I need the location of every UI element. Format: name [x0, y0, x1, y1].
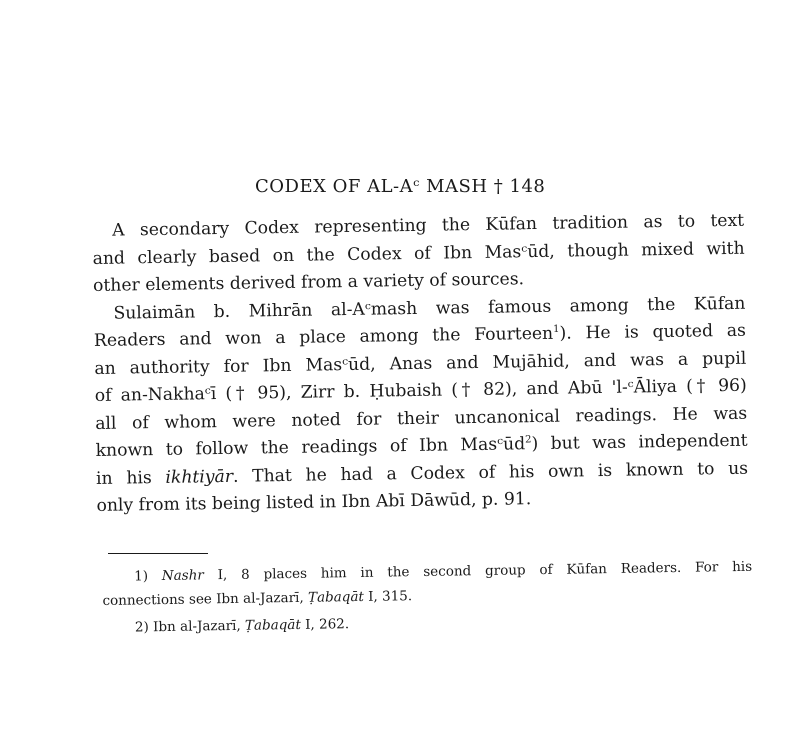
page-title: CODEX OF AL-Aᶜ MASH † 148	[255, 176, 546, 197]
footnote-ref-1[interactable]: 1	[553, 323, 560, 336]
footnote-2-number: 2)	[134, 619, 149, 636]
footnote-1-text-b: connections see Ibn al-Jazarī,	[102, 589, 309, 609]
footnote-1-text-a: I, 8 places him in the second group of Kūfan Readers. For his	[203, 558, 753, 584]
body-line-8: all of whom were noted for their uncanonical readings. He was	[95, 403, 748, 434]
footnote-1-italic: Nashr	[161, 567, 204, 585]
body-line-1: A secondary Codex representing the Kūfan tradition as to text	[112, 210, 745, 241]
body-line-3: other elements derived from a variety of sources.	[92, 269, 525, 296]
body-text	[92, 208, 749, 521]
footnote-1-text-c: I, 315.	[363, 587, 413, 605]
body-line-4: Sulaimān b. Mihrān al-Aᶜmash was famous among the Kūfan	[113, 293, 746, 324]
body-line-6: an authority for Ibn Masᶜūd, Anas and Mujāhid, and was a pupil	[94, 348, 747, 379]
footnote-2-text-b: I, 262.	[300, 616, 350, 633]
footnote-1-number: 1)	[134, 568, 149, 585]
footnote-divider	[108, 553, 208, 554]
footnote-2-italic: Ṭabaqāt	[244, 616, 301, 634]
body-line-5b: ). He is quoted as	[559, 320, 747, 344]
footnote-1-italic-b: Ṭabaqāt	[307, 588, 364, 606]
body-line-10b: . That he had a Codex of his own is known to us	[232, 458, 749, 487]
body-line-5a: Readers and won a place among the Fourteen	[93, 323, 554, 351]
footnote-2-line-1	[103, 607, 753, 641]
body-line-2: and clearly based on the Codex of Ibn Masᶜūd, though mixed with	[92, 238, 745, 269]
footnotes	[102, 556, 753, 641]
italic-term-ikhtiyar: ikhtiyār	[165, 466, 234, 488]
body-line-10a: in his	[95, 467, 166, 489]
footnote-2-text-a: Ibn al-Jazarī,	[152, 617, 246, 636]
body-line-9a: known to follow the readings of Ibn Masᶜūd	[95, 434, 526, 461]
body-line-9b: ) but was independent	[531, 430, 748, 455]
body-line-7: of an-Nakhaᶜī († 95), Zirr b. Ḥubaish († 82), and Abū 'l-ᶜĀliya († 96)	[94, 375, 747, 406]
body-line-11: only from its being listed in Ibn Abī Dāwūd, p. 91.	[96, 489, 532, 516]
footnote-ref-2[interactable]: 2	[524, 434, 532, 446]
